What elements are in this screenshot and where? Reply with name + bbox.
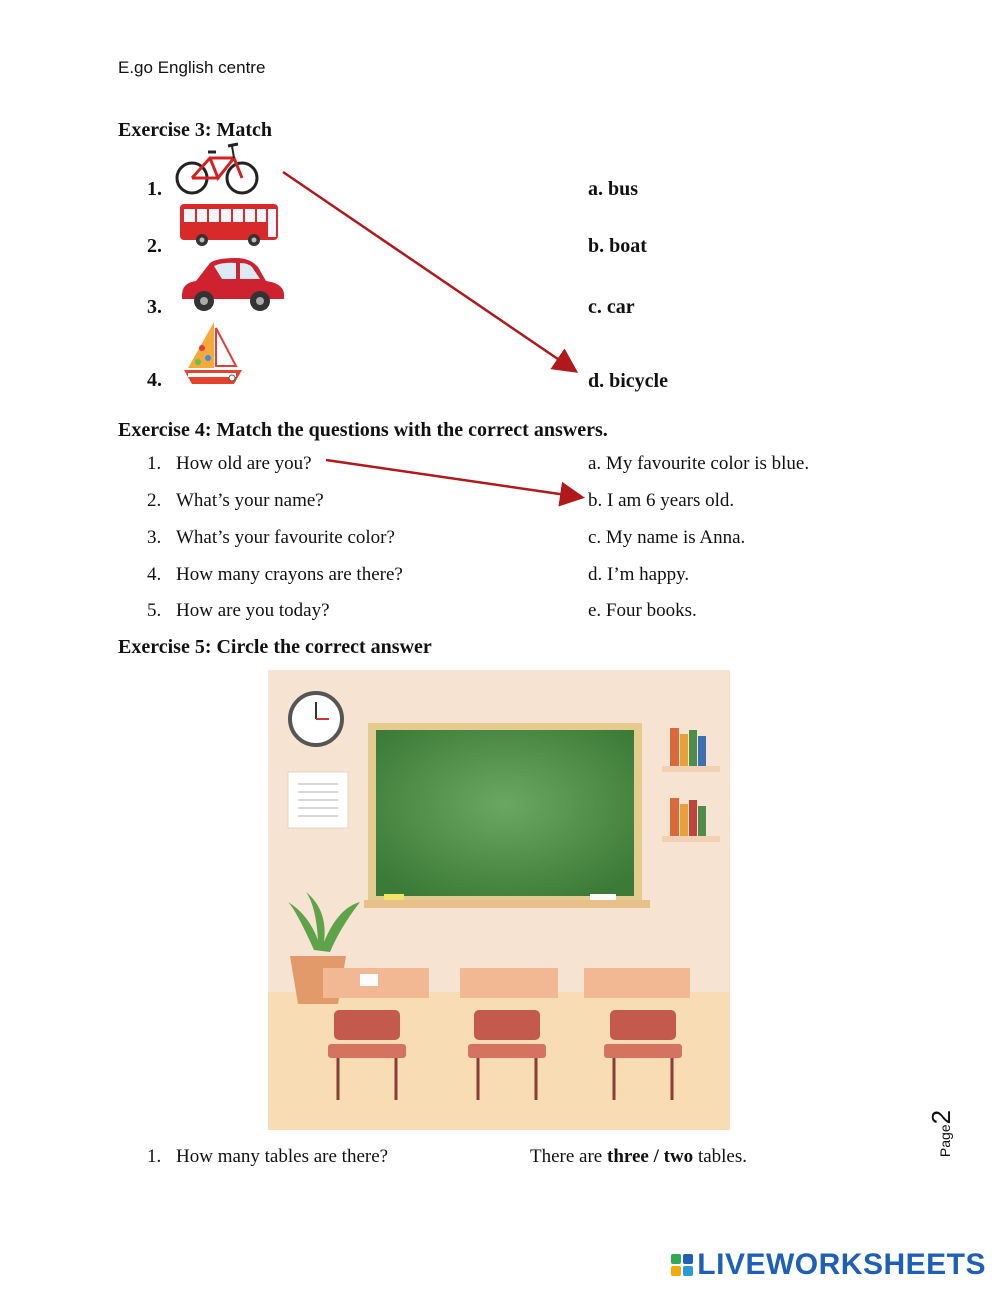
ex4-question-5-number: 5.	[147, 600, 162, 621]
ex4-answer-e: e. Four books.	[588, 600, 697, 621]
document-header: E.go English centre	[118, 58, 266, 77]
boat-image	[180, 318, 246, 390]
car-image	[176, 255, 288, 315]
ex3-number-4: 4.	[147, 369, 162, 391]
page-number	[926, 1110, 957, 1157]
ex3-answer-d: d. bicycle	[588, 370, 668, 392]
ex4-answer-b: b. I am 6 years old.	[588, 490, 735, 511]
ex4-question-3-number: 3.	[147, 527, 162, 548]
ex4-answer-d: d. I’m happy.	[588, 564, 690, 585]
ex4-arrow-old	[326, 460, 580, 497]
ex5-answer-line	[530, 1146, 747, 1168]
ex5-question-1: How many tables are there?	[176, 1146, 389, 1167]
ex4-question-5: How are you today?	[176, 600, 330, 621]
ex4-answer-a: a. My favourite color is blue.	[588, 453, 810, 474]
ex3-number-2: 2.	[147, 235, 162, 257]
bus-image	[178, 200, 280, 248]
ex4-question-1: How old are you?	[176, 453, 312, 474]
logo-text: LIVEWORKSHEETS	[697, 1248, 986, 1281]
ex3-answer-b: b. boat	[588, 235, 647, 257]
ex4-question-4: How many crayons are there?	[176, 564, 403, 585]
ex4-question-3: What’s your favourite color?	[176, 527, 395, 548]
ex4-answer-c: c. My name is Anna.	[588, 527, 746, 548]
ex3-arrow-bicycle	[283, 172, 574, 370]
page-label: Page	[937, 1124, 954, 1158]
ex3-number-1: 1.	[147, 178, 162, 200]
ex4-question-2: What’s your name?	[176, 490, 324, 511]
ex5-question-1-number: 1.	[147, 1146, 162, 1167]
ex5-answer-prefix: There are	[530, 1146, 607, 1167]
classroom-image	[268, 670, 730, 1130]
exercise-3-title: Exercise 3: Match	[118, 119, 273, 141]
bicycle-image	[174, 140, 262, 198]
ex4-question-2-number: 2.	[147, 490, 162, 511]
exercise-4-title: Exercise 4: Match the questions with the correct answers.	[118, 419, 608, 441]
ex4-question-1-number: 1.	[147, 453, 162, 474]
ex5-answer-options[interactable]: three / two	[607, 1146, 694, 1167]
ex3-answer-c: c. car	[588, 296, 635, 318]
page-number-value: 2	[926, 1109, 957, 1125]
exercise-5-title: Exercise 5: Circle the correct answer	[118, 636, 432, 658]
logo-icon	[671, 1254, 693, 1276]
ex5-answer-suffix: tables.	[693, 1146, 748, 1167]
ex3-answer-a: a. bus	[588, 178, 639, 200]
ex4-question-4-number: 4.	[147, 564, 162, 585]
liveworksheets-logo	[671, 1248, 986, 1282]
ex3-number-3: 3.	[147, 296, 162, 318]
